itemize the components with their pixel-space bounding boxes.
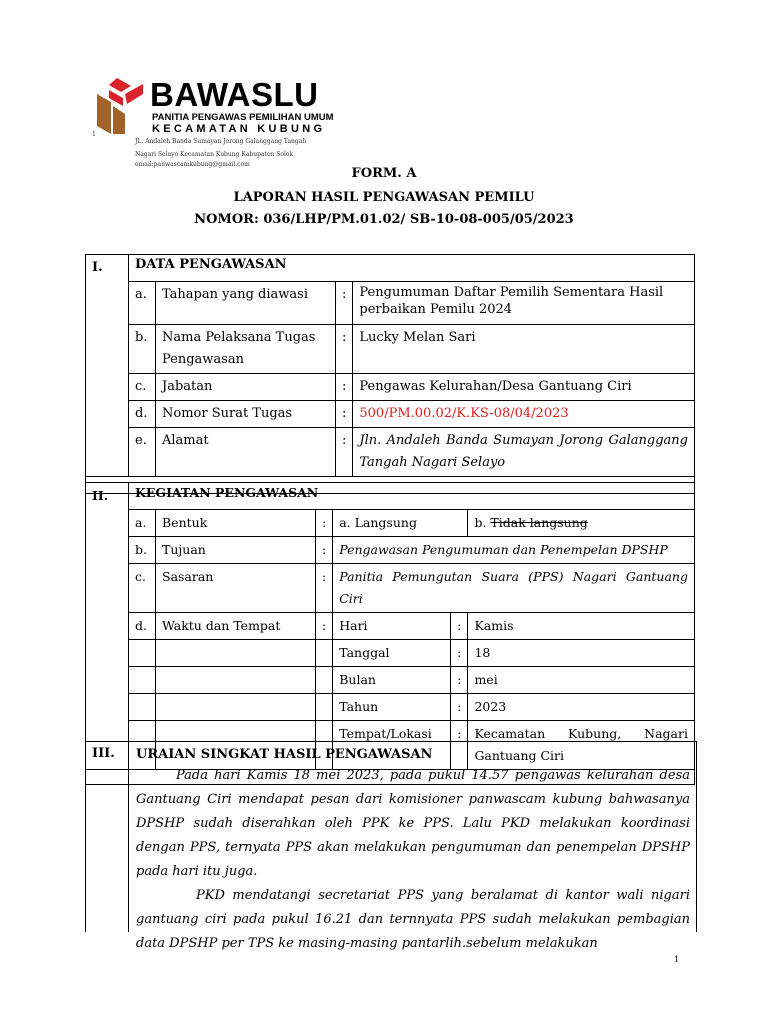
field-label: Alamat [156, 427, 336, 476]
section-number: II. [86, 483, 129, 510]
letterhead-email: email:panwascamkubung@gmail.com [135, 161, 250, 168]
field-value: 500/PM.00.02/K.KS-08/04/2023 [353, 400, 695, 427]
option-langsung: a. Langsung [333, 509, 468, 536]
table-row: Tempat/Lokasi : Kecamatan Kubung, Nagari Gantuang Ciri [86, 720, 695, 769]
table-row: a. Tahapan yang diawasi : Pengumuman Daftar Pemilih Sementara Hasil perbaikan Pemilu 2024 [86, 281, 695, 324]
table-row: c. Sasaran : Panitia Pemungutan Suara (PPS) Nagari Gantuang Ciri [86, 563, 695, 612]
table-row: a. Bentuk : a. Langsung b. Tidak langsung [86, 509, 695, 536]
bawaslu-logo-icon [95, 76, 147, 136]
section-data-pengawasan [85, 254, 695, 494]
paragraph: PKD mendatangi secretariat PPS yang beralamat di kantor wali nigari gantuang ciri pada pukul 16.21 dan ternnyata PPS sudah melakukan pembagian data DPSHP per TPS ke masing-masing pantarlih.sebelum melakukan [136, 888, 690, 951]
field-label: Jabatan [156, 373, 336, 400]
section-title: URAIAN SINGKAT HASIL PENGAWASAN [136, 747, 433, 762]
field-label: Tahapan yang diawasi [156, 281, 336, 324]
report-number: NOMOR: 036/LHP/PM.01.02/ SB-10-08-005/05/2023 [194, 212, 574, 227]
table-row: d. Waktu dan Tempat : Hari : Kamis [86, 612, 695, 639]
table-row: e. Alamat : Jln. Andaleh Banda Sumayan Jorong Galanggang Tangah Nagari Selayo [86, 427, 695, 476]
option-tidak-langsung: b. Tidak langsung [468, 509, 695, 536]
report-title: LAPORAN HASIL PENGAWASAN PEMILU [233, 190, 535, 205]
form-label: FORM. A [351, 166, 417, 181]
field-value: Pengumuman Daftar Pemilih Sementara Hasil perbaikan Pemilu 2024 [353, 281, 695, 324]
section-uraian [85, 741, 697, 951]
section-title: DATA PENGAWASAN [129, 255, 695, 282]
page-number: 1 [674, 955, 680, 964]
letterhead-address-2: Nagari Selayo Kecamatan Kubung Kabupaten Solok [135, 151, 294, 158]
field-label: Bentuk [156, 509, 316, 536]
footnote-mark: 1 [92, 131, 96, 138]
field-label: Nomor Surat Tugas [156, 400, 336, 427]
field-value: Pengawasan Pengumuman dan Penempelan DPSHP [333, 536, 695, 563]
table-row: b. Tujuan : Pengawasan Pengumuman dan Penempelan DPSHP [86, 536, 695, 563]
table-row: Tanggal : 18 [86, 639, 695, 666]
letterhead [95, 76, 355, 138]
table-row: Tahun : 2023 [86, 693, 695, 720]
section-kegiatan-pengawasan [85, 482, 695, 785]
table-row: c. Jabatan : Pengawas Kelurahan/Desa Gantuang Ciri [86, 373, 695, 400]
section-number: III. [86, 742, 129, 932]
field-label: Sasaran [156, 563, 316, 612]
field-value: Pengawas Kelurahan/Desa Gantuang Ciri [353, 373, 695, 400]
section-title: KEGIATAN PENGAWASAN [129, 483, 695, 510]
letterhead-address-1: JL. Andaleh Banda Sumayan Jorong Galanggang Tangah [135, 138, 307, 145]
field-label: Nama Pelaksana Tugas Pengawasan [156, 324, 336, 373]
field-value: Jln. Andaleh Banda Sumayan Jorong Galanggang Tangah Nagari Selayo [353, 427, 695, 476]
table-row: b. Nama Pelaksana Tugas Pengawasan : Lucky Melan Sari [86, 324, 695, 373]
table-row: d. Nomor Surat Tugas : 500/PM.00.02/K.KS-08/04/2023 [86, 400, 695, 427]
field-label: Waktu dan Tempat [156, 612, 316, 639]
section-number: I. [86, 255, 129, 282]
org-district: KECAMATAN KUBUNG [152, 123, 326, 135]
paragraph: Pada hari Kamis 18 mei 2023, pada pukul 14.57 pengawas kelurahan desa Gantuang Ciri mendapat pesan dari komisioner panwascam kubung bahwasanya DPSHP sudah diserahkan oleh PPK ke PPS. Lalu PKD melakukan koordinasi dengan PPS, ternyata PPS akan melakukan pengumuman dan penempelan DPSHP pada hari itu juga. [136, 768, 690, 879]
field-value: Lucky Melan Sari [353, 324, 695, 373]
org-subtitle: PANITIA PENGAWAS PEMILIHAN UMUM [152, 112, 334, 123]
field-label: Tujuan [156, 536, 316, 563]
field-value: Panitia Pemungutan Suara (PPS) Nagari Gantuang Ciri [333, 563, 695, 612]
table-row: Bulan : mei [86, 666, 695, 693]
org-name: BAWASLU [150, 76, 319, 113]
